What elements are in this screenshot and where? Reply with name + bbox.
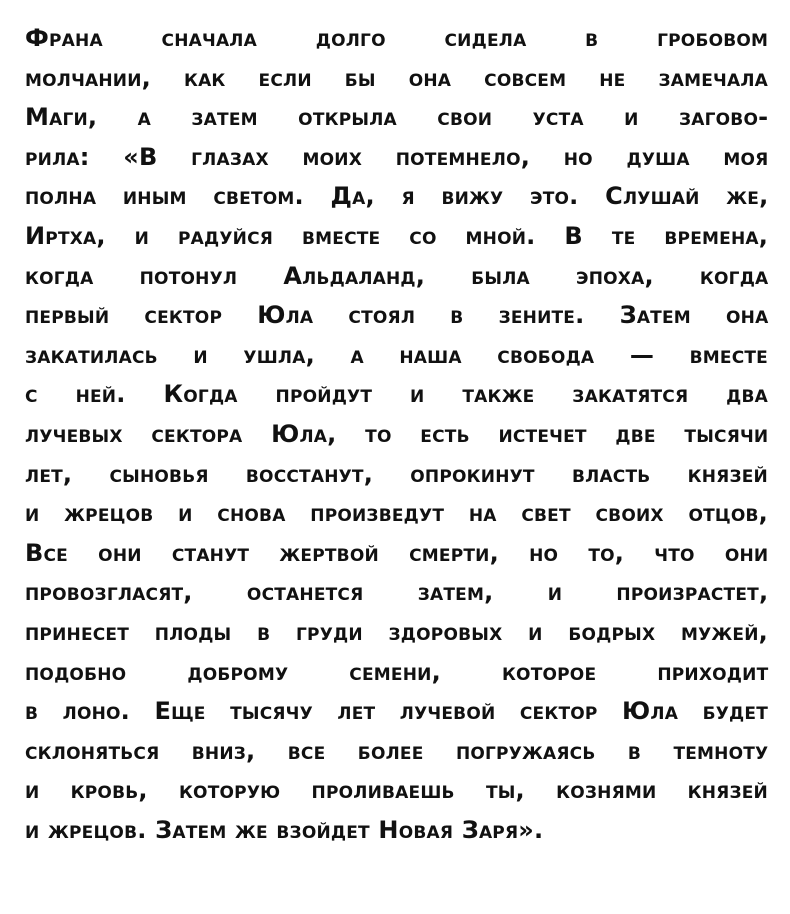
- text-line: закатилась и ушла, а наша свобода — вместе: [25, 340, 768, 369]
- text-line: склоняться вниз, все более погружаясь в темноту: [25, 736, 769, 765]
- body-text: [25, 19, 768, 850]
- text-line: подобно доброму семени, которое приходит: [25, 657, 769, 686]
- text-line: рила: «В глазах моих потемнело, но душа моя: [25, 142, 769, 171]
- text-line: провозгласят, останется затем, и произрастет,: [25, 578, 769, 607]
- text-line: Все они станут жертвой смерти, но то, что они: [25, 538, 769, 567]
- text-line: в лоно. Еще тысячу лет лучевой сектор Юла будет: [25, 697, 768, 726]
- text-line: лучевых сектора Юла, то есть истечет две тысячи: [25, 419, 769, 448]
- text-line: принесет плоды в груди здоровых и бодрых мужей,: [25, 617, 768, 646]
- text-line: полна иным светом. Да, я вижу это. Слушай же,: [25, 182, 769, 211]
- text-line: Маги, а затем открыла свои уста и загово-: [25, 103, 769, 132]
- text-line: лет, сыновья восстанут, опрокинут власть князей: [25, 459, 768, 488]
- text-line: и жрецов и снова произведут на свет своих отцов,: [25, 499, 768, 528]
- text-line: молчании, как если бы она совсем не замечала: [25, 63, 768, 92]
- text-line-last: и жрецов. Затем же взойдет Новая Заря».: [25, 815, 544, 844]
- text-line: и кровь, которую проливаешь ты, кознями князей: [25, 776, 768, 805]
- text-line: первый сектор Юла стоял в зените. Затем она: [25, 301, 769, 330]
- text-line: Иртха, и радуйся вместе со мной. В те времена,: [25, 221, 769, 250]
- text-line: Франа сначала долго сидела в гробовом: [25, 24, 769, 52]
- text-line: когда потонул Альдаланд, была эпоха, когда: [25, 261, 769, 290]
- text-line: с ней. Когда пройдут и также закатятся два: [25, 380, 768, 409]
